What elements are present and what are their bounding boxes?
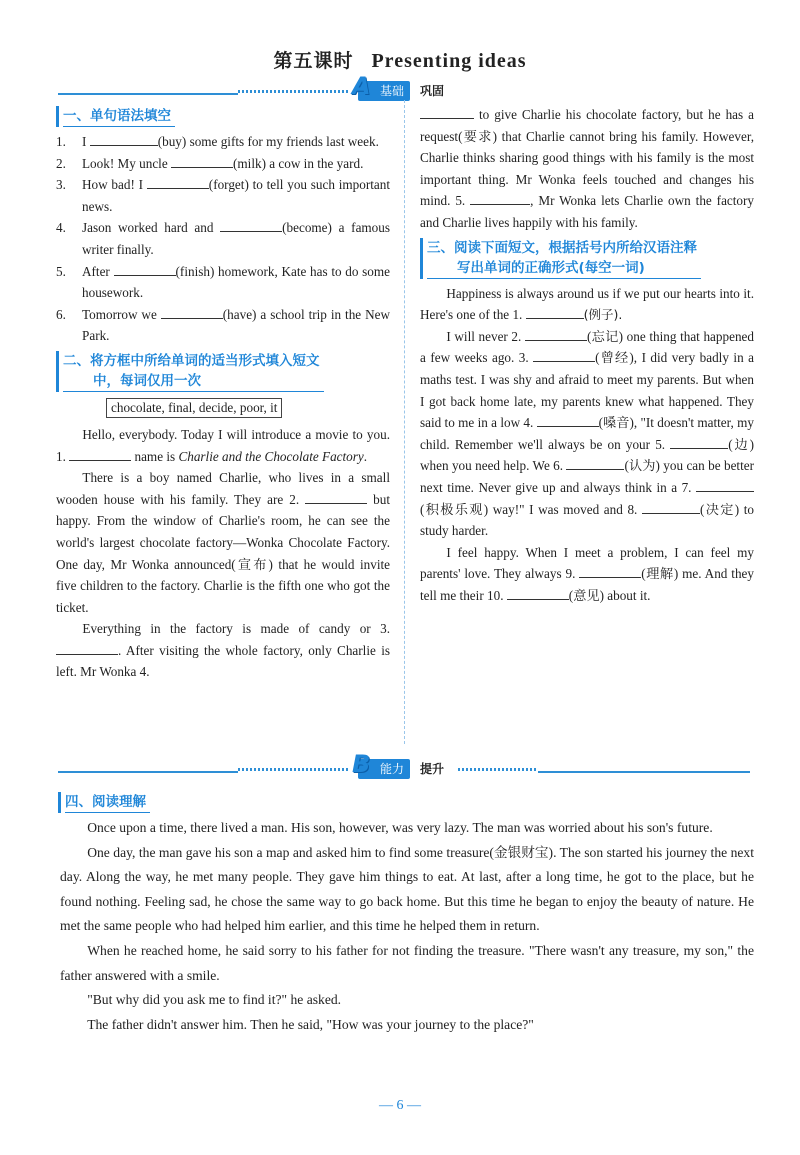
section-1-heading xyxy=(56,106,390,127)
passage-2-paragraph-1: Hello, everybody. Today I will introduce a movie to you. 1. name is Charlie and the Chocolate Factory. xyxy=(56,426,390,464)
passage-3-blank-3[interactable] xyxy=(533,348,595,362)
passage-3-blank-10[interactable] xyxy=(507,586,569,600)
passage-3-blank-1[interactable] xyxy=(526,305,584,319)
passage-2-blank-2[interactable] xyxy=(305,490,367,504)
passage-2-paragraph-3b: to give Charlie his chocolate factory, but he has a request(要求) that Charlie cannot bring his family. However, Charlie thinks sharing good things with his family is the most important thing. Mr Wonka feels touched and changes his mind. 5. , Mr Wonka lets Charlie own the factory and Charlie lives happily with his family. xyxy=(420,107,755,230)
section-4-heading xyxy=(58,790,150,817)
passage-2-paragraph-3a: Everything in the factory is made of candy or 3. . After visiting the whole factory, only Charlie is left. Mr Wonka 4. xyxy=(56,621,390,680)
reading-paragraph-5: The father didn't answer him. Then he said, "How was your journey to the place?" xyxy=(87,1016,534,1032)
right-column xyxy=(420,104,754,606)
left-column xyxy=(56,104,390,683)
banner-a-tail: 巩固 xyxy=(420,84,445,98)
answer-blank-3[interactable] xyxy=(147,175,209,189)
answer-blank-1[interactable] xyxy=(90,132,158,146)
passage-3-paragraph-1: Happiness is always around us if we put our hearts into it. Here's one of the 1. (例子). xyxy=(420,285,754,323)
answer-blank-2[interactable] xyxy=(171,154,233,168)
question-5: 5. After (finish) homework, Kate has to do some housework. xyxy=(56,263,390,301)
reading-paragraph-2: One day, the man gave his son a map and asked him to find some treasure(金银财宝). The son started his journey the next day. Along the way, he met many people. They gave him things to eat. At last, after a long time, he got to the place, but he found nothing. Feeling sad, he chose the same way to go back home. But this time he began to enjoy the beauty of nature. He met the same people who had helped him earlier, and this time he helped them in return. xyxy=(60,844,754,934)
passage-2-blank-5[interactable] xyxy=(470,191,530,205)
reading-paragraph-1: Once upon a time, there lived a man. His son, however, was very lazy. The man was worried about his son's future. xyxy=(87,820,713,835)
lesson-topic: Presenting ideas xyxy=(371,50,527,72)
passage-3-blank-4[interactable] xyxy=(537,413,599,427)
passage-3-paragraph-2: I will never 2. (忘记) one thing that happened a few weeks ago. 3. (曾经), I did very badly in a maths test. I was shy and afraid to meet my parents. But when I got back home late, my parents knew what happened. They said to me in a low 4. (嗓音), "It doesn't matter, my child. Remember we'll always be on your 5. (边) when you need help. We 6. (认为) you can be better next time. Never give up and always think in a 7. (积极乐观) way!" I was moved and 8. (决定) to study harder. xyxy=(420,328,754,539)
answer-blank-4[interactable] xyxy=(220,218,282,232)
passage-3-blank-7[interactable] xyxy=(696,478,754,492)
passage-3-blank-5[interactable] xyxy=(670,435,728,449)
banner-b-label: 能力 xyxy=(380,762,405,776)
passage-3-blank-9[interactable] xyxy=(579,564,641,578)
column-divider xyxy=(404,100,405,744)
banner-a-label: 基础 xyxy=(380,84,405,98)
section-1-title: 一、单句语法填空 xyxy=(63,106,175,127)
question-2: 2. Look! My uncle (milk) a cow in the yard. xyxy=(56,155,364,171)
passage-3-blank-8[interactable] xyxy=(642,500,700,514)
section-2-heading xyxy=(56,351,390,392)
banner-b-letter: B xyxy=(352,750,371,778)
section-banner-a xyxy=(58,72,750,102)
passage-3-paragraph-3: I feel happy. When I meet a problem, I can feel my parents' love. They always 9. (理解) me. And they tell me their 10. (意见) about it. xyxy=(420,544,754,603)
passage-2-blank-3[interactable] xyxy=(56,641,118,655)
answer-blank-6[interactable] xyxy=(161,305,223,319)
section-4-title: 四、阅读理解 xyxy=(65,792,150,813)
page-title xyxy=(0,46,800,73)
section-2-title: 二、将方框中所给单词的适当形式填入短文 中，每词仅用一次 xyxy=(63,351,324,392)
banner-a-badge xyxy=(352,72,410,101)
passage-2-blank-1[interactable] xyxy=(69,447,131,461)
passage-3-blank-2[interactable] xyxy=(525,327,587,341)
section-3-title: 三、阅读下面短文，根据括号内所给汉语注释 写出单词的正确形式(每空一词) xyxy=(427,238,701,279)
lesson-number: 第五课时 xyxy=(273,50,354,72)
question-1: 1. I (buy) some gifts for my friends last week. xyxy=(56,134,379,149)
banner-b-badge xyxy=(352,750,410,779)
banner-b-tail: 提升 xyxy=(420,762,445,776)
word-box: chocolate, final, decide, poor, it xyxy=(106,398,282,418)
section-banner-b xyxy=(58,750,750,780)
page-number: — 6 — xyxy=(379,1098,421,1113)
answer-blank-5[interactable] xyxy=(114,262,176,276)
question-4: 4. Jason worked hard and (become) a famous writer finally. xyxy=(56,220,391,257)
passage-3-blank-6[interactable] xyxy=(566,456,624,470)
reading-passage xyxy=(60,816,754,1037)
banner-a-letter: A xyxy=(352,72,371,100)
passage-2-blank-4[interactable] xyxy=(420,105,474,119)
question-6: 6. Tomorrow we (have) a school trip in the New Park. xyxy=(56,306,391,344)
section-3-heading xyxy=(420,238,754,279)
passage-2-paragraph-2: There is a boy named Charlie, who lives in a small wooden house with his family. They are 2. but happy. From the window of Charlie's room, he can see the world's largest chocolate factory—Wonka Chocolate Factory. One day, Mr Wonka announced(宣布) that he would invite five children to the factory. Charlie is the fifth one who got the ticket. xyxy=(56,470,391,615)
reading-paragraph-4: "But why did you ask me to find it?" he asked. xyxy=(87,992,342,1008)
question-3: 3. How bad! I (forget) to tell you such important news. xyxy=(56,177,391,214)
reading-paragraph-3: When he reached home, he said sorry to his father for not finding the treasure. "There wasn't any treasure, my son," the father answered with a smile. xyxy=(60,942,754,983)
